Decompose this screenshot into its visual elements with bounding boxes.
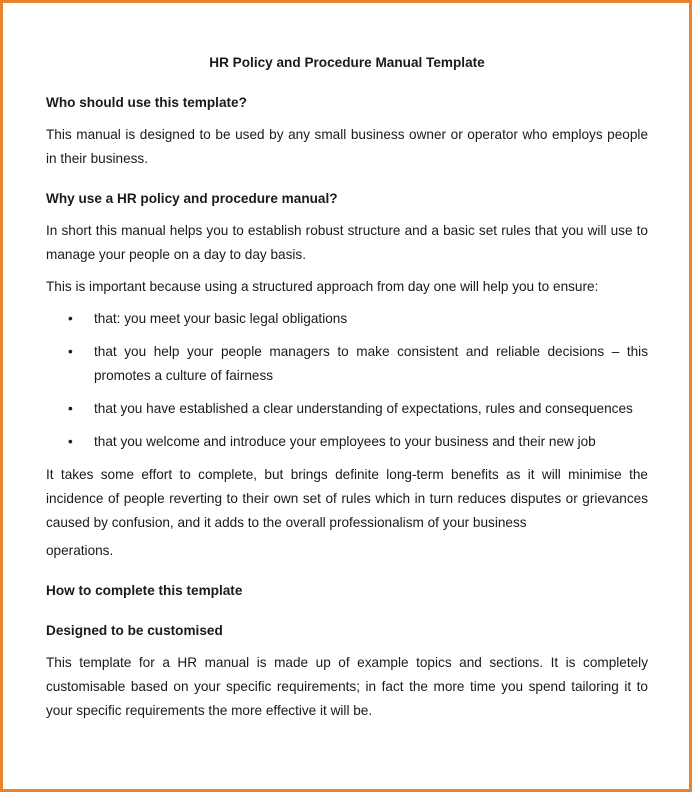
list-item-text: that: you meet your basic legal obligations [94, 311, 348, 326]
list-item [46, 430, 648, 454]
paragraph: This template for a HR manual is made up of example topics and sections. It is completely customisable based on your specific requirements; in fact the more time you spend tailoring it to your specific requirements the more effective it will be. [46, 655, 648, 718]
list-item-text: that you welcome and introduce your employees to your business and their new job [94, 434, 596, 449]
section-heading: Designed to be customised [46, 623, 223, 638]
section-who [46, 91, 648, 171]
list-item [46, 397, 648, 421]
bullet-icon: • [68, 401, 73, 416]
section-designed [46, 619, 648, 723]
section-heading: How to complete this template [46, 583, 243, 598]
paragraph-text: It takes some effort to complete, but brings definite long-term benefits as it will minimise the incidence of people reverting to their own set of rules which in turn reduces disputes or grievances caused by confusion, and it adds to the overall professionalism of your business [46, 467, 648, 530]
bullet-icon: • [68, 311, 73, 326]
bullet-icon: • [68, 434, 73, 449]
bullet-list [46, 307, 648, 454]
document-body [46, 46, 648, 739]
section-heading: Why use a HR policy and procedure manual? [46, 191, 338, 206]
paragraph: This is important because using a structured approach from day one will help you to ensure: [46, 279, 599, 294]
list-item-text: that you help your people managers to make consistent and reliable decisions – this promotes a culture of fairness [94, 344, 648, 383]
paragraph-last-line: operations. [46, 543, 114, 558]
section-heading: Who should use this template? [46, 95, 247, 110]
list-item-text: that you have established a clear understanding of expectations, rules and consequences [94, 401, 633, 416]
bullet-icon: • [68, 344, 73, 359]
section-why [46, 187, 648, 563]
paragraph [46, 463, 648, 563]
section-how [46, 579, 648, 603]
document-title: HR Policy and Procedure Manual Template [209, 55, 485, 70]
list-item [46, 307, 648, 331]
list-item [46, 340, 648, 388]
paragraph: This manual is designed to be used by any small business owner or operator who employs people in their business. [46, 127, 648, 166]
paragraph: In short this manual helps you to establish robust structure and a basic set rules that you will use to manage your people on a day to day basis. [46, 223, 648, 262]
